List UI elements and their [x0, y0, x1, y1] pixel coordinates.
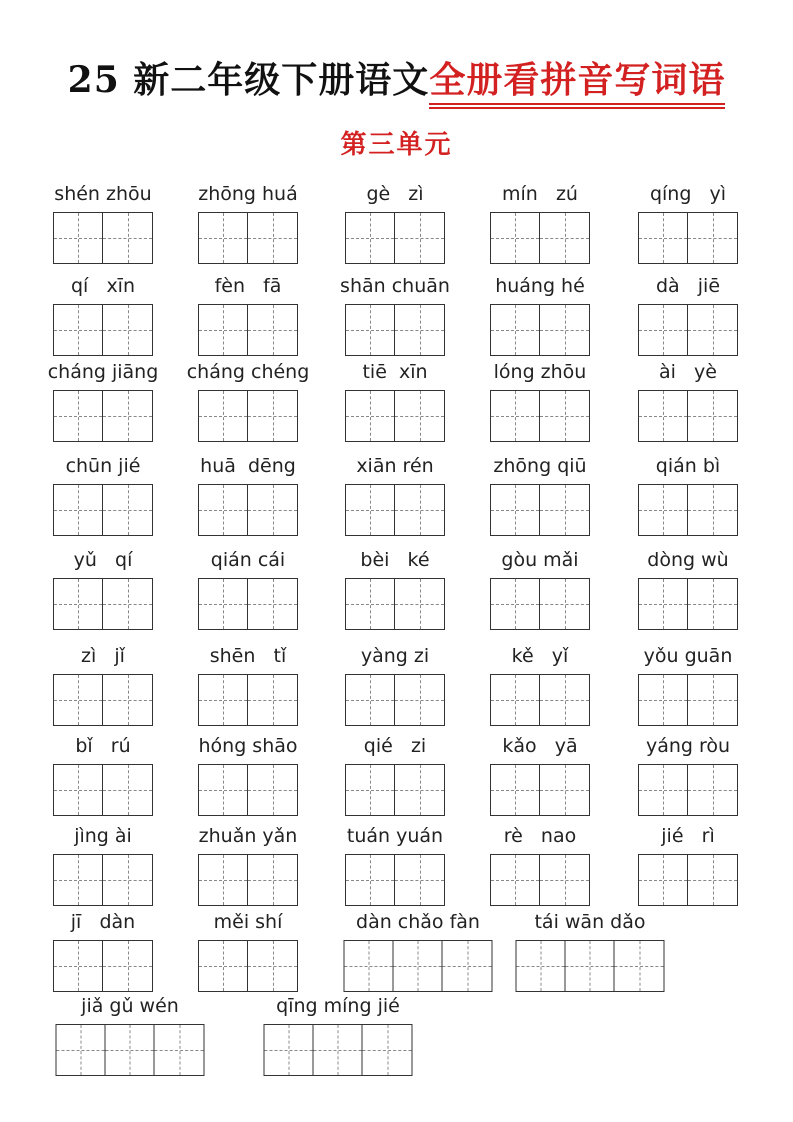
pinyin-label: qí xīn — [70, 275, 136, 297]
writing-cell[interactable] — [491, 485, 540, 535]
pinyin-label: fèn fā — [214, 275, 282, 297]
pinyin-label: dà jiē — [655, 275, 721, 297]
writing-cell[interactable] — [346, 855, 395, 905]
tianzige-grid[interactable] — [638, 854, 738, 906]
writing-cell[interactable] — [199, 391, 248, 441]
word-item — [55, 994, 205, 1078]
pinyin-label: ài yè — [659, 361, 717, 383]
tianzige-grid[interactable] — [198, 484, 298, 536]
title-red-part: 全册看拼音写词语 — [429, 52, 725, 103]
tianzige-grid[interactable] — [490, 484, 590, 536]
writing-cell[interactable] — [639, 579, 688, 629]
word-item — [613, 644, 763, 728]
word-item — [173, 454, 323, 538]
pinyin-label: chūn jié — [65, 455, 141, 477]
tianzige-grid[interactable] — [345, 484, 445, 536]
writing-cell[interactable] — [248, 391, 297, 441]
word-item — [613, 274, 763, 358]
tianzige-grid[interactable] — [53, 212, 153, 264]
writing-cell[interactable] — [346, 579, 395, 629]
writing-cell[interactable] — [395, 675, 444, 725]
tianzige-grid[interactable] — [638, 484, 738, 536]
tianzige-grid[interactable] — [345, 674, 445, 726]
pinyin-label: tái wān dǎo — [534, 911, 646, 933]
word-item — [320, 548, 470, 632]
tianzige-grid[interactable] — [198, 578, 298, 630]
tianzige-grid[interactable] — [345, 854, 445, 906]
writing-cell[interactable] — [688, 579, 737, 629]
tianzige-grid[interactable] — [198, 940, 298, 992]
tianzige-grid[interactable] — [490, 854, 590, 906]
writing-cell[interactable] — [54, 485, 103, 535]
tianzige-grid[interactable] — [53, 674, 153, 726]
writing-cell[interactable] — [540, 579, 589, 629]
writing-cell[interactable] — [491, 391, 540, 441]
word-item — [613, 548, 763, 632]
tianzige-grid[interactable] — [345, 304, 445, 356]
tianzige-grid[interactable] — [490, 212, 590, 264]
tianzige-grid[interactable] — [198, 390, 298, 442]
tianzige-grid[interactable] — [638, 304, 738, 356]
pinyin-label: yǒu guān — [643, 645, 733, 667]
tianzige-grid[interactable] — [53, 854, 153, 906]
pinyin-label: yǔ qí — [73, 549, 133, 571]
tianzige-grid[interactable] — [638, 764, 738, 816]
pinyin-label: shān chuān — [340, 275, 450, 297]
word-item — [613, 360, 763, 444]
title-black-part: 25 新二年级下册语文 — [67, 59, 430, 101]
writing-cell[interactable] — [688, 485, 737, 535]
writing-cell[interactable] — [199, 855, 248, 905]
writing-cell[interactable] — [265, 1025, 314, 1075]
pinyin-label: tiē xīn — [362, 361, 428, 383]
writing-cell[interactable] — [57, 1025, 106, 1075]
pinyin-label: měi shí — [213, 911, 283, 933]
writing-cell[interactable] — [395, 855, 444, 905]
word-item — [465, 454, 615, 538]
writing-cell[interactable] — [103, 675, 152, 725]
pinyin-label: gè zì — [366, 183, 424, 205]
writing-cell[interactable] — [540, 485, 589, 535]
writing-cell[interactable] — [540, 855, 589, 905]
word-item — [173, 360, 323, 444]
word-item — [173, 182, 323, 266]
writing-cell[interactable] — [443, 941, 492, 991]
pinyin-label: qīng míng jié — [276, 995, 400, 1017]
word-item — [320, 824, 470, 908]
writing-cell[interactable] — [103, 855, 152, 905]
word-item — [465, 274, 615, 358]
writing-cell[interactable] — [54, 305, 103, 355]
writing-cell[interactable] — [688, 765, 737, 815]
pinyin-label: huā dēng — [200, 455, 296, 477]
writing-cell[interactable] — [639, 855, 688, 905]
pinyin-label: mín zú — [502, 183, 578, 205]
writing-cell[interactable] — [517, 941, 566, 991]
pinyin-label: hóng shāo — [198, 735, 298, 757]
word-item — [465, 644, 615, 728]
writing-cell[interactable] — [103, 485, 152, 535]
tianzige-grid[interactable] — [198, 304, 298, 356]
tianzige-grid[interactable] — [490, 764, 590, 816]
writing-cell[interactable] — [199, 213, 248, 263]
word-item — [465, 360, 615, 444]
pinyin-label: gòu mǎi — [501, 549, 579, 571]
writing-cell[interactable] — [639, 675, 688, 725]
writing-cell[interactable] — [345, 941, 394, 991]
word-item — [173, 910, 323, 994]
word-item — [320, 644, 470, 728]
word-item — [28, 910, 178, 994]
writing-cell[interactable] — [639, 391, 688, 441]
pinyin-label: kě yǐ — [511, 645, 569, 667]
writing-cell[interactable] — [688, 391, 737, 441]
writing-cell[interactable] — [346, 213, 395, 263]
pinyin-label: kǎo yā — [502, 735, 578, 757]
writing-cell[interactable] — [103, 213, 152, 263]
writing-cell[interactable] — [540, 213, 589, 263]
writing-cell[interactable] — [346, 391, 395, 441]
pinyin-label: zì jǐ — [81, 645, 125, 667]
writing-cell[interactable] — [491, 855, 540, 905]
writing-cell[interactable] — [491, 579, 540, 629]
writing-cell[interactable] — [54, 855, 103, 905]
writing-cell[interactable] — [639, 305, 688, 355]
pinyin-label: dòng wù — [647, 549, 729, 571]
pinyin-label: rè nao — [503, 825, 577, 847]
pinyin-label: qián bì — [655, 455, 721, 477]
writing-cell[interactable] — [54, 391, 103, 441]
writing-cell[interactable] — [103, 579, 152, 629]
tianzige-grid[interactable] — [638, 212, 738, 264]
writing-cell[interactable] — [491, 765, 540, 815]
word-item — [320, 182, 470, 266]
word-item — [28, 548, 178, 632]
writing-cell[interactable] — [199, 765, 248, 815]
word-item — [28, 824, 178, 908]
writing-cell[interactable] — [199, 675, 248, 725]
pinyin-label: jī dàn — [70, 911, 136, 933]
writing-cell[interactable] — [248, 485, 297, 535]
writing-cell[interactable] — [615, 941, 664, 991]
word-item — [320, 734, 470, 818]
writing-cell[interactable] — [106, 1025, 155, 1075]
pinyin-label: tuán yuán — [346, 825, 444, 847]
tianzige-grid[interactable] — [198, 764, 298, 816]
writing-cell[interactable] — [103, 941, 152, 991]
tianzige-grid[interactable] — [198, 212, 298, 264]
pinyin-label: dàn chǎo fàn — [356, 911, 480, 933]
pinyin-label: zhōng huá — [198, 183, 298, 205]
pinyin-label: cháng jiāng — [47, 361, 159, 383]
word-item — [28, 274, 178, 358]
word-item — [515, 910, 665, 994]
writing-cell[interactable] — [395, 305, 444, 355]
writing-cell[interactable] — [688, 675, 737, 725]
writing-cell[interactable] — [491, 675, 540, 725]
tianzige-grid[interactable] — [198, 674, 298, 726]
word-item — [173, 734, 323, 818]
word-item — [28, 182, 178, 266]
writing-cell[interactable] — [688, 855, 737, 905]
tianzige-grid[interactable] — [53, 484, 153, 536]
pinyin-label: shēn tǐ — [209, 645, 287, 667]
tianzige-grid[interactable] — [516, 940, 665, 992]
pinyin-label: lóng zhōu — [493, 361, 587, 383]
writing-cell[interactable] — [199, 485, 248, 535]
pinyin-label: xiān rén — [356, 455, 434, 477]
word-item — [173, 274, 323, 358]
writing-cell[interactable] — [248, 305, 297, 355]
writing-cell[interactable] — [540, 675, 589, 725]
pinyin-label: bèi ké — [360, 549, 430, 571]
writing-cell[interactable] — [248, 855, 297, 905]
writing-cell[interactable] — [346, 305, 395, 355]
writing-cell[interactable] — [346, 675, 395, 725]
writing-cell[interactable] — [248, 579, 297, 629]
word-item — [320, 360, 470, 444]
word-item — [320, 274, 470, 358]
page-title — [0, 52, 793, 112]
writing-cell[interactable] — [54, 675, 103, 725]
pinyin-label: qián cái — [210, 549, 286, 571]
writing-cell[interactable] — [639, 485, 688, 535]
writing-cell[interactable] — [395, 765, 444, 815]
word-item — [173, 548, 323, 632]
word-item — [173, 644, 323, 728]
writing-cell[interactable] — [199, 579, 248, 629]
writing-cell[interactable] — [248, 941, 297, 991]
tianzige-grid[interactable] — [638, 390, 738, 442]
word-item — [613, 824, 763, 908]
unit-title: 第三单元 — [340, 130, 453, 160]
tianzige-grid[interactable] — [53, 940, 153, 992]
pinyin-label: jìng ài — [74, 825, 132, 847]
pinyin-label: yáng ròu — [645, 735, 731, 757]
tianzige-grid[interactable] — [53, 390, 153, 442]
tianzige-grid[interactable] — [638, 674, 738, 726]
word-item — [465, 182, 615, 266]
word-item — [28, 454, 178, 538]
word-item — [173, 824, 323, 908]
writing-cell[interactable] — [155, 1025, 204, 1075]
pinyin-label: zhōng qiū — [493, 455, 587, 477]
tianzige-grid[interactable] — [53, 304, 153, 356]
writing-cell[interactable] — [199, 941, 248, 991]
writing-cell[interactable] — [199, 305, 248, 355]
pinyin-label: huáng hé — [495, 275, 585, 297]
pinyin-label: zhuǎn yǎn — [198, 825, 298, 847]
writing-cell[interactable] — [54, 579, 103, 629]
tianzige-grid[interactable] — [198, 854, 298, 906]
word-item — [613, 454, 763, 538]
writing-cell[interactable] — [54, 213, 103, 263]
writing-cell[interactable] — [395, 579, 444, 629]
writing-cell[interactable] — [103, 391, 152, 441]
writing-cell[interactable] — [540, 391, 589, 441]
pinyin-label: cháng chéng — [186, 361, 310, 383]
writing-cell[interactable] — [395, 391, 444, 441]
writing-cell[interactable] — [639, 765, 688, 815]
writing-cell[interactable] — [54, 941, 103, 991]
tianzige-grid[interactable] — [490, 578, 590, 630]
tianzige-grid[interactable] — [53, 578, 153, 630]
word-item — [263, 994, 413, 1078]
pinyin-label: qié zi — [363, 735, 427, 757]
writing-cell[interactable] — [363, 1025, 412, 1075]
tianzige-grid[interactable] — [490, 674, 590, 726]
word-item — [28, 734, 178, 818]
tianzige-grid[interactable] — [344, 940, 493, 992]
writing-cell[interactable] — [346, 485, 395, 535]
tianzige-grid[interactable] — [345, 578, 445, 630]
writing-cell[interactable] — [540, 765, 589, 815]
tianzige-grid[interactable] — [56, 1024, 205, 1076]
writing-cell[interactable] — [248, 675, 297, 725]
writing-cell[interactable] — [103, 305, 152, 355]
tianzige-grid[interactable] — [490, 304, 590, 356]
writing-cell[interactable] — [248, 765, 297, 815]
writing-cell[interactable] — [688, 305, 737, 355]
pinyin-label: jiǎ gǔ wén — [81, 995, 179, 1017]
word-item — [465, 734, 615, 818]
writing-cell[interactable] — [248, 213, 297, 263]
word-item — [343, 910, 493, 994]
writing-cell[interactable] — [346, 765, 395, 815]
word-item — [465, 548, 615, 632]
pinyin-label: bǐ rú — [75, 735, 131, 757]
tianzige-grid[interactable] — [345, 390, 445, 442]
writing-cell[interactable] — [54, 765, 103, 815]
writing-cell[interactable] — [395, 485, 444, 535]
pinyin-label: shén zhōu — [54, 183, 152, 205]
writing-cell[interactable] — [688, 213, 737, 263]
tianzige-grid[interactable] — [264, 1024, 413, 1076]
pinyin-label: yàng zi — [360, 645, 430, 667]
tianzige-grid[interactable] — [638, 578, 738, 630]
tianzige-grid[interactable] — [345, 212, 445, 264]
writing-cell[interactable] — [395, 213, 444, 263]
word-item — [28, 360, 178, 444]
pinyin-label: jié rì — [661, 825, 715, 847]
tianzige-grid[interactable] — [345, 764, 445, 816]
writing-cell[interactable] — [314, 1025, 363, 1075]
pinyin-label: qíng yì — [649, 183, 727, 205]
writing-cell[interactable] — [394, 941, 443, 991]
tianzige-grid[interactable] — [53, 764, 153, 816]
writing-cell[interactable] — [491, 305, 540, 355]
word-item — [28, 644, 178, 728]
writing-cell[interactable] — [491, 213, 540, 263]
writing-cell[interactable] — [540, 305, 589, 355]
writing-cell[interactable] — [566, 941, 615, 991]
word-item — [465, 824, 615, 908]
word-item — [613, 182, 763, 266]
tianzige-grid[interactable] — [490, 390, 590, 442]
writing-cell[interactable] — [103, 765, 152, 815]
writing-cell[interactable] — [639, 213, 688, 263]
word-item — [613, 734, 763, 818]
word-item — [320, 454, 470, 538]
